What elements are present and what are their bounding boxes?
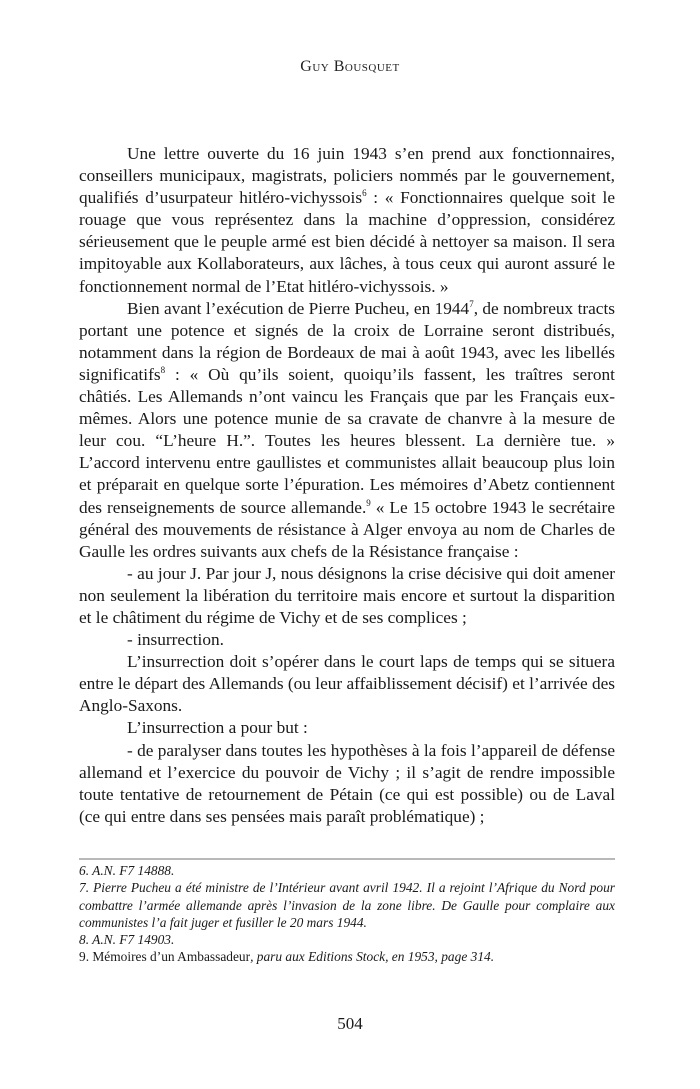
paragraph: L’insurrection doit s’opérer dans le court laps de temps qui se situera entre le départ des Allemands (ou leur affaiblissement décisif) et l’arrivée des Anglo-Saxons.: [79, 652, 615, 716]
footnotes: [79, 862, 615, 966]
footnote: 6. A.N. F7 14888.: [79, 863, 175, 878]
footnote-divider: [79, 858, 615, 860]
paragraph: - au jour J. Par jour J, nous désignons la crise décisive qui doit amener non seulement la libération du territoire mais encore et surtout la disparition et le châtiment du régime de Vichy et de ses complices ;: [79, 563, 615, 627]
footnote-ref: 6: [362, 188, 367, 199]
paragraph: L’insurrection a pour but :: [127, 718, 308, 738]
footnote-ref: 9: [366, 497, 371, 508]
footnote-ref: 8: [160, 364, 166, 375]
body-text: [79, 143, 615, 828]
paragraph: Une lettre ouverte du 16 juin 1943 s’en prend aux fonctionnaires, conseillers municipaux, magistrats, policiers nommés par le gouvernement, qualifiés d’usurpateur hitléro-vichyssois$^6$ : « Fonctionnaires quelque soit le rouage que vous représentez dans la machine d’oppression, considérez sérieusement que le peuple armé est bien décidé à nettoyer sa maison. Il sera impitoyable aux Kollaborateurs, aux lâches, à tous ceux qui auront assuré le fonctionnement normal de l’Etat hitléro-vichyssois. »: [79, 144, 616, 296]
running-head: Guy Bousquet: [300, 58, 400, 75]
paragraph: - insurrection.: [127, 630, 224, 650]
footnote: 7. Pierre Pucheu a été ministre de l’Intérieur avant avril 1942. Il a rejoint l’Afrique du Nord pour combattre l’armée allemande après l’invasion de la zone libre. De Gaulle pour complaire aux communistes l’a fait juger et fusiller le 20 mars 1944.: [79, 880, 615, 930]
footnote: 9. Mémoires d’un Ambassadeur, paru aux Editions Stock, en 1953, page 314.: [79, 949, 495, 965]
footnote-ref: 7: [469, 298, 474, 309]
paragraph: - de paralyser dans toutes les hypothèses à la fois l’appareil de défense allemand et l’exercice du pouvoir de Vichy ; il s’agit de rendre impossible toute tentative de retournement de Pétain (ce qui est possible) ou de Laval (ce qui entre dans ses pensées mais paraît problématique) ;: [79, 740, 615, 826]
paragraph: Bien avant l’exécution de Pierre Pucheu, en 1944$^7$, de nombreux tracts portant une potence et signés de la croix de Lorraine seront distribués, notamment dans la région de Bordeaux de mai à août 1943, avec les libellés significatifs$^8$ : « Où qu’ils soient, quoiqu’ils fassent, les traîtres seront châtiés. Les Allemands n’ont vaincu les Français que par les Français eux-mêmes. Alors une potence munie de sa cravate de chanvre à la mesure de leur cou. “L’heure H.”. Toutes les heures blessent. La dernière tue. » L’accord intervenu entre gaullistes et communistes allait beaucoup plus loin et préparait en quelque sorte l’épuration. Les mémoires d’Abetz contiennent des renseignements de source allemande.$^9$ « Le 15 octobre 1943 le secrétaire général des mouvements de résistance à Alger envoya au nom de Charles de Gaulle les ordres suivants aux chefs de la Résistance française :: [79, 298, 615, 561]
page-number: 504: [337, 1014, 363, 1033]
footnote: 8. A.N. F7 14903.: [79, 932, 175, 948]
